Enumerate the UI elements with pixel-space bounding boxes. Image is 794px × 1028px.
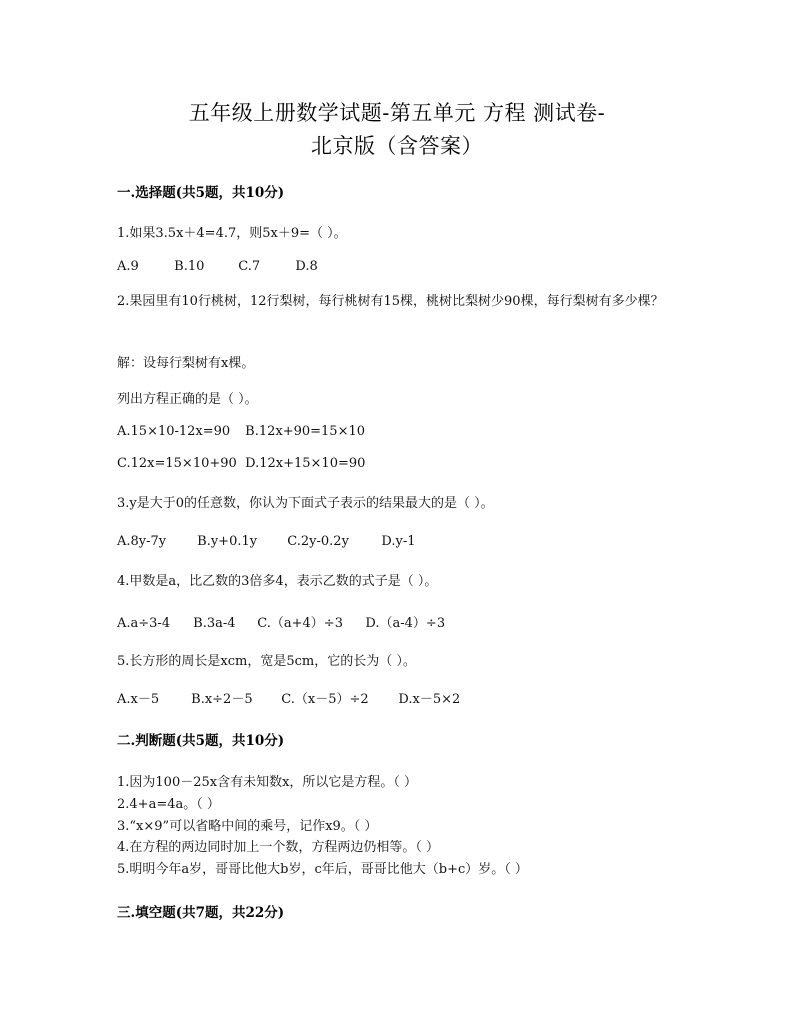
- question-2-ask: 列出方程正确的是（ ）。: [117, 392, 258, 407]
- document-title-line-2: 北京版（含答案）: [311, 134, 483, 158]
- document-title-line-1: 五年级上册数学试题-第五单元 方程 测试卷-: [188, 101, 606, 125]
- option-a: A.a÷3-4: [117, 616, 171, 631]
- option-b: B.12x+90=15×10: [245, 424, 366, 439]
- question-1-options: [117, 259, 318, 274]
- option-b: B.y+0.1y: [197, 534, 258, 549]
- option-a: A.15×10-12x=90: [117, 424, 231, 439]
- option-d: D.（a-4）÷3: [365, 616, 446, 631]
- section-heading-fill-blank: 三.填空题(共7题，共22分): [117, 905, 285, 921]
- question-2-options-row-1: [117, 424, 365, 439]
- question-3-text: 3.y是大于0的任意数，你认为下面式子表示的结果最大的是（ ）。: [117, 496, 494, 511]
- option-b: B.x÷2－5: [191, 692, 253, 707]
- option-c: C.7: [238, 259, 261, 274]
- option-a: A.9: [117, 259, 139, 274]
- option-d: D.y-1: [381, 534, 416, 549]
- option-a: A.x－5: [117, 692, 160, 707]
- option-d: D.12x+15×10=90: [245, 456, 366, 471]
- option-d: D.8: [295, 259, 318, 274]
- question-5-options: [117, 688, 460, 707]
- option-b: B.10: [174, 259, 205, 274]
- option-b: B.3a-4: [193, 616, 236, 631]
- judgement-item-5: 5.明明今年a岁，哥哥比他大b岁，c年后，哥哥比他大（b+c）岁。（ ）: [117, 862, 528, 877]
- judgement-item-4: 4.在方程的两边同时加上一个数，方程两边仍相等。（ ）: [117, 840, 440, 855]
- question-2-text: 2.果园里有10行桃树，12行梨树，每行桃树有15棵，桃树比梨树少90棵，每行梨树有多少棵？: [117, 294, 664, 309]
- question-1-text: 1.如果3.5x＋4=4.7，则5x＋9=（ ）。: [117, 226, 347, 241]
- option-c: C.12x=15×10+90: [117, 456, 237, 471]
- judgement-item-1: 1.因为100－25x含有未知数x，所以它是方程。（ ）: [117, 775, 418, 790]
- question-4-options: [117, 612, 445, 631]
- option-a: A.8y-7y: [117, 534, 167, 549]
- judgement-item-3: 3.“x×9”可以省略中间的乘号，记作x9。（ ）: [117, 819, 378, 834]
- question-3-options: [117, 534, 416, 549]
- question-5-text: 5.长方形的周长是xcm，宽是5cm，它的长为（ ）。: [117, 654, 416, 669]
- option-d: D.x－5×2: [398, 692, 461, 707]
- option-c: C.（x－5）÷2: [281, 692, 369, 707]
- question-2-options-row-2: [117, 456, 365, 471]
- question-2-solve: 解：设每行梨树有x棵。: [117, 356, 255, 371]
- question-4-text: 4.甲数是a，比乙数的3倍多4，表示乙数的式子是（ ）。: [117, 574, 438, 589]
- option-c: C.2y-0.2y: [287, 534, 349, 549]
- section-heading-judgement: 二.判断题(共5题，共10分): [117, 733, 285, 749]
- section-heading-choice: 一.选择题(共5题，共10分): [117, 185, 285, 201]
- judgement-item-2: 2.4+a=4a。（ ）: [117, 797, 220, 812]
- option-c: C.（a+4）÷3: [257, 616, 343, 631]
